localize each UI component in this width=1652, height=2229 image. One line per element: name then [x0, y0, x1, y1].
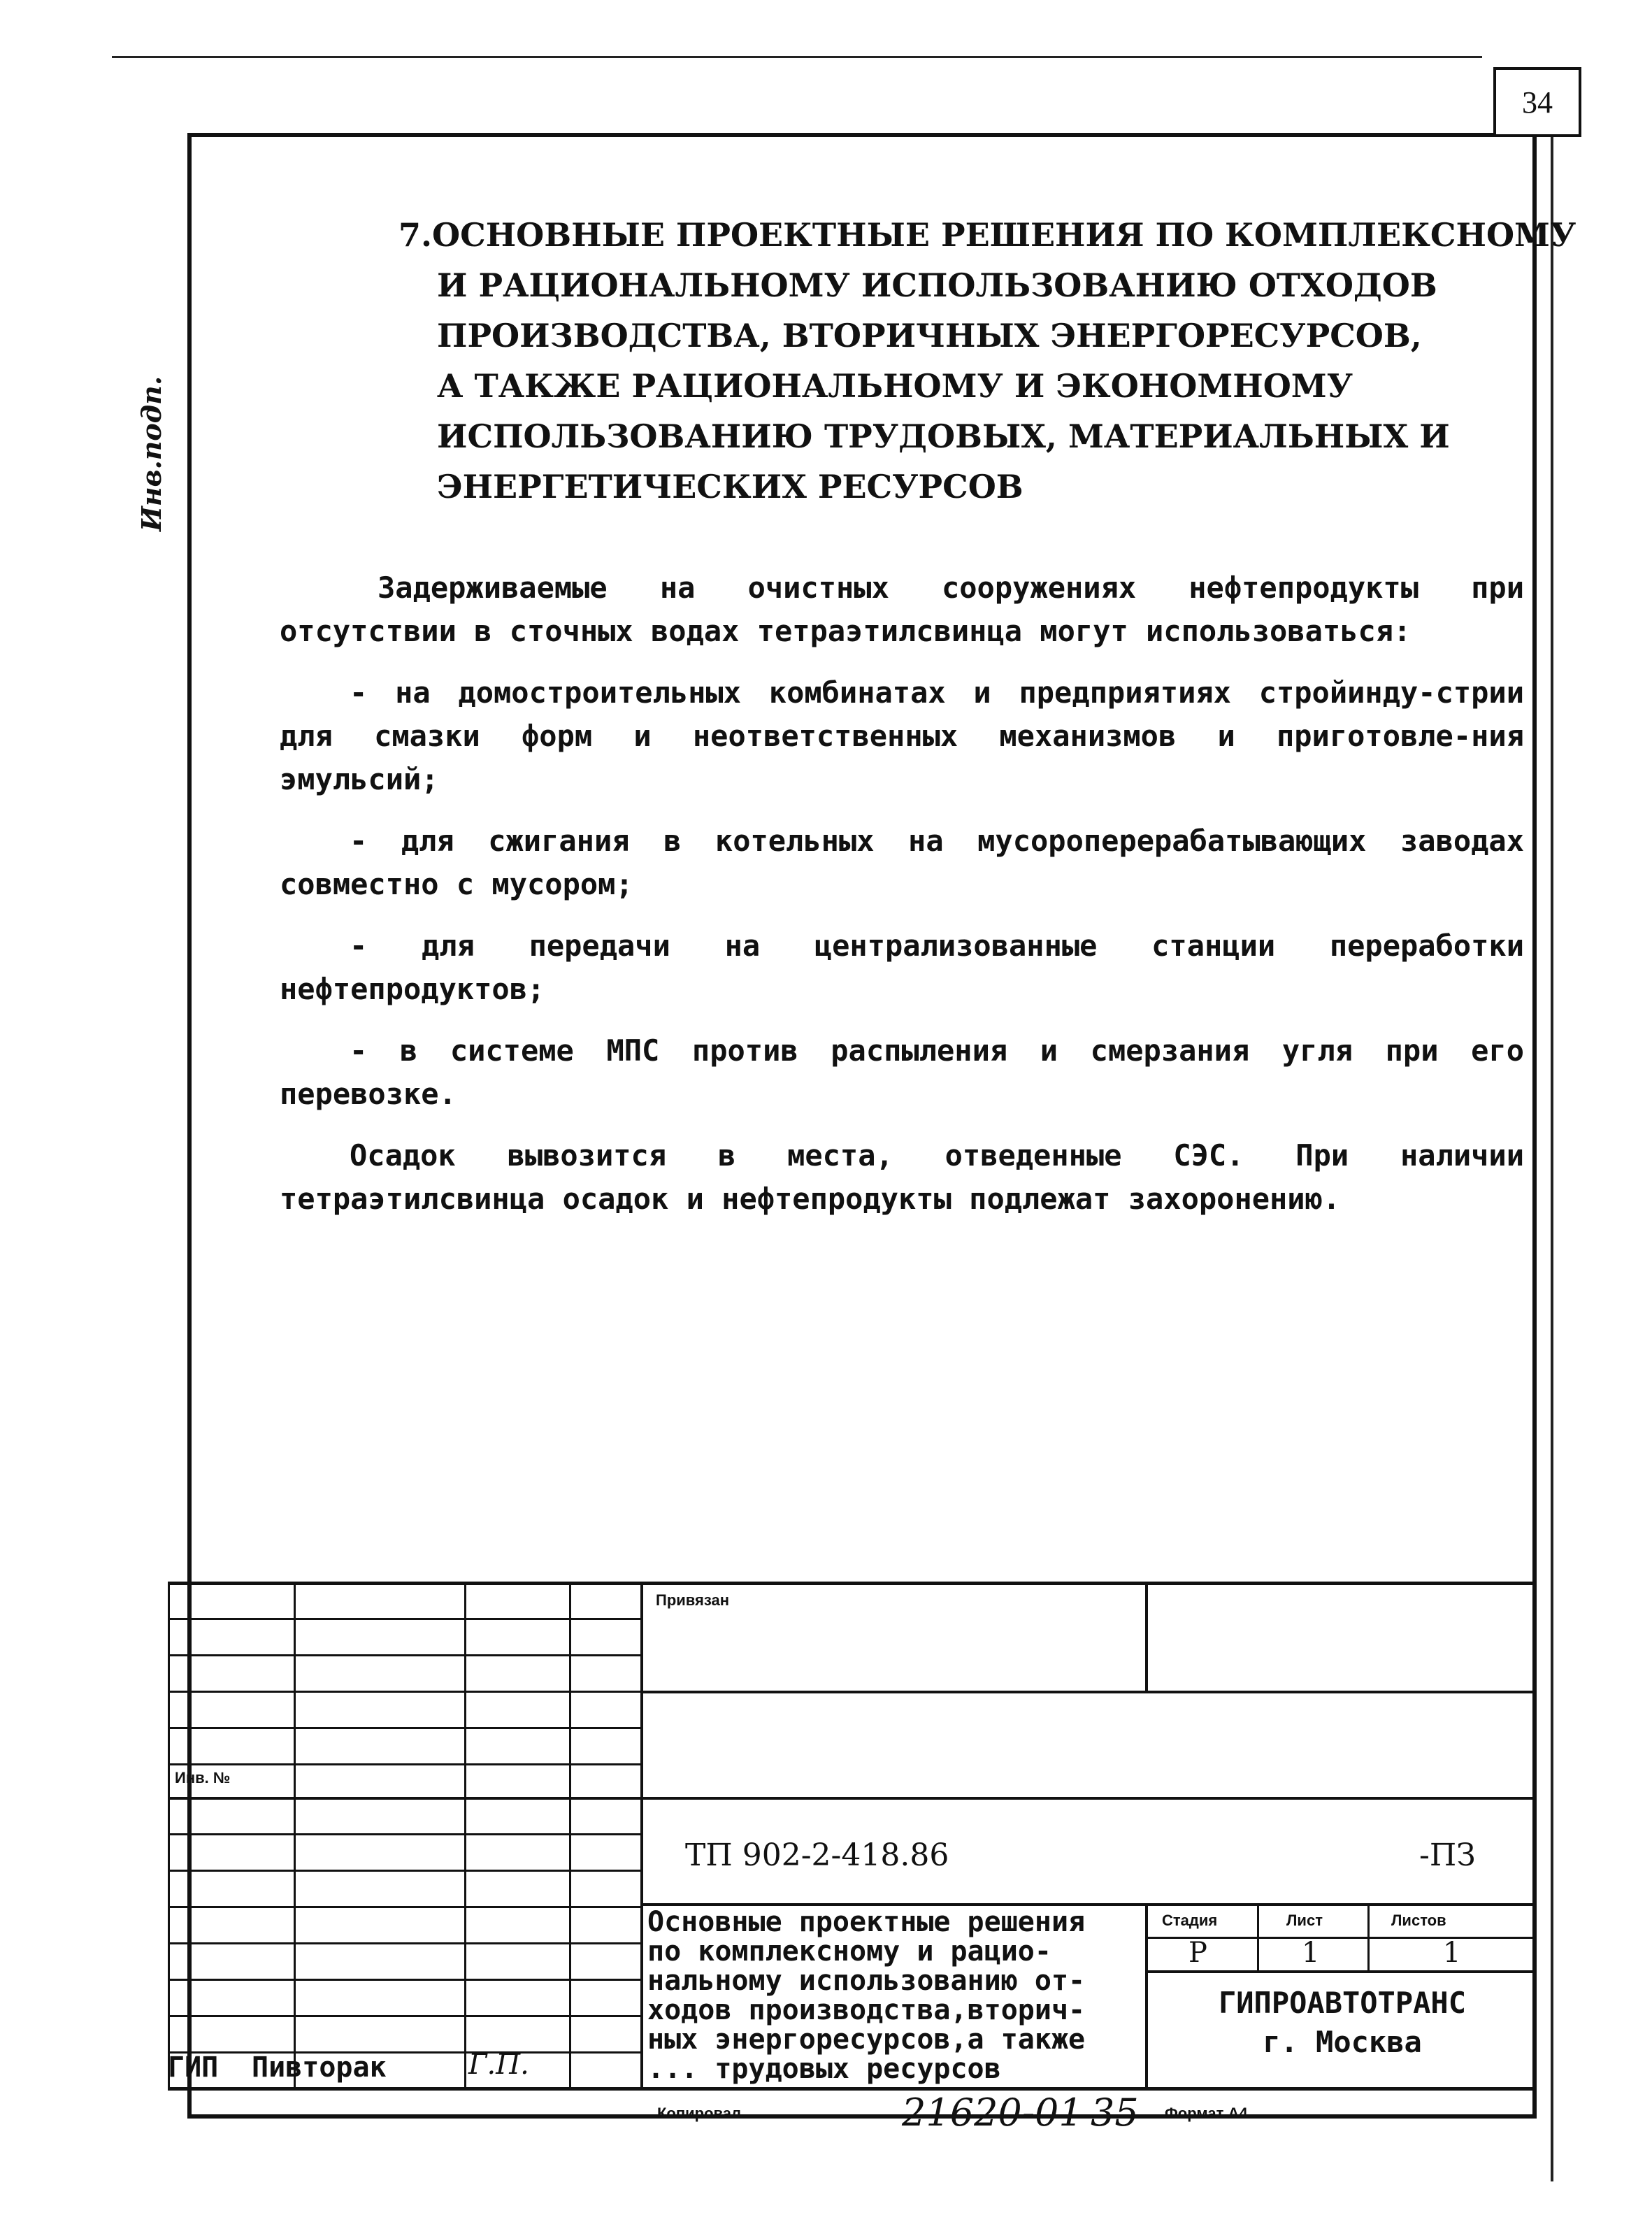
- description-line-3: нальному использованию от-: [647, 1965, 1086, 1997]
- heading-line-6: ЭНЕРГЕТИЧЕСКИХ РЕСУРСОВ: [437, 468, 1023, 506]
- paragraph-item-3: - для передачи на централизованные станции переработки нефтепродуктов;: [280, 929, 1524, 1006]
- tb-hline-code-top: [642, 1797, 1537, 1800]
- tb-left-hline-2: [168, 1654, 642, 1656]
- tb-left-hline-6: [168, 1797, 642, 1800]
- footer-sheet-number: 35: [1091, 2091, 1139, 2135]
- gip-role: ГИП: [168, 2051, 219, 2084]
- margin-signature: [105, 329, 189, 538]
- tb-left-vline-0: [168, 1582, 170, 2091]
- paragraph-closing: Осадок вывозится в места, отведенные СЭС. При наличии тетраэтилсвинца осадок и нефтепродукты подлежат захоронению.: [280, 1138, 1524, 1216]
- tb-left-hline-13: [168, 2051, 642, 2054]
- tb-desc-divider: [1145, 1903, 1148, 2089]
- tb-left-hline-12: [168, 2015, 642, 2017]
- tb-left-hline-10: [168, 1942, 642, 1944]
- description: [647, 1907, 1085, 2084]
- tb-left-hline-4: [168, 1727, 642, 1729]
- heading-line-2: И РАЦИОНАЛЬНОМУ ИСПОЛЬЗОВАНИЮ ОТХОДОВ: [437, 266, 1437, 304]
- tb-top-line: [168, 1582, 1537, 1585]
- heading-line-5: ИСПОЛЬЗОВАНИЮ ТРУДОВЫХ, МАТЕРИАЛЬНЫХ И: [437, 417, 1450, 455]
- sheet-value: 1: [1302, 1937, 1320, 1969]
- copied-label: Копировал: [657, 2105, 742, 2122]
- tb-left-vline-2: [464, 1582, 466, 2091]
- tb-left-hline-1: [168, 1618, 642, 1620]
- format-label: Формат А4: [1165, 2105, 1248, 2122]
- gip-name: Пивторак: [252, 2051, 387, 2084]
- inv-label: Инв. №: [175, 1769, 231, 1786]
- paragraph-item-1: - на домостроительных комбинатах и предприятиях стройинду-стрии для смазки форм и неответственных механизмов и приготовле-ния эмульсий;: [280, 675, 1524, 796]
- tb-left-hline-8: [168, 1870, 642, 1872]
- doc-code: ТП 902-2-418.86: [685, 1837, 949, 1873]
- section-heading: [398, 210, 1576, 512]
- sheets-value: 1: [1443, 1937, 1461, 1969]
- organization-city: г. Москва: [1263, 2025, 1422, 2059]
- tb-privyazan-divider: [1145, 1582, 1148, 1692]
- doc-suffix: -ПЗ: [1419, 1837, 1476, 1873]
- paragraph-item-4: - в системе МПС против распыления и смерзания угля при его перевозке.: [280, 1033, 1524, 1111]
- tb-left-vline-1: [294, 1582, 296, 2091]
- tb-left-hline-3: [168, 1691, 642, 1693]
- paragraph-intro: Задерживаемые на очистных сооружениях нефтепродукты при отсутствии в сточных водах тетраэтилсвинца могут использоваться:: [280, 571, 1524, 648]
- tb-hline-privyazan: [642, 1691, 1537, 1693]
- page-number: 34: [1493, 67, 1581, 137]
- tb-left-vline-3: [569, 1582, 571, 2091]
- heading-line-3: ПРОИЗВОДСТВА, ВТОРИЧНЫХ ЭНЕРГОРЕСУРСОВ,: [437, 317, 1422, 354]
- sheets-label: Листов: [1391, 1912, 1446, 1929]
- tb-left-vline-4: [640, 1582, 643, 2091]
- tb-left-hline-11: [168, 1979, 642, 1981]
- right-margin-rule: [1551, 133, 1553, 2181]
- tb-left-hline-9: [168, 1906, 642, 1908]
- tb-bottom-line: [168, 2087, 1537, 2091]
- tb-stage-hline-2: [1147, 1970, 1537, 1973]
- body-text: [280, 566, 1524, 1239]
- organization-name: ГИПРОАВТОТРАНС: [1218, 1986, 1466, 2020]
- paragraph-item-2: - для сжигания в котельных на мусороперерабатывающих заводах совместно с мусором;: [280, 824, 1524, 901]
- inventory-number: 21620-01: [902, 2091, 1083, 2135]
- stage-label: Стадия: [1162, 1912, 1218, 1929]
- privyazan-label: Привязан: [656, 1591, 730, 1609]
- description-line-4: ходов производства,вторич-: [647, 1994, 1086, 2026]
- description-line-1: Основные проектные решения: [647, 1906, 1086, 1938]
- tb-stage-vline-2: [1367, 1903, 1370, 1972]
- description-line-2: по комплексному и рацио-: [647, 1935, 1051, 1968]
- top-rule: [112, 56, 1482, 58]
- heading-line-1: 7.ОСНОВНЫЕ ПРОЕКТНЫЕ РЕШЕНИЯ ПО КОМПЛЕКСНОМУ: [398, 216, 1576, 254]
- sheet-label: Лист: [1286, 1912, 1323, 1929]
- stage-value: Р: [1188, 1937, 1207, 1969]
- description-line-6: ... трудовых ресурсов: [647, 2053, 1001, 2085]
- gip-signature: Г.П.: [468, 2049, 529, 2081]
- tb-left-hline-7: [168, 1833, 642, 1835]
- tb-stage-vline-1: [1257, 1903, 1259, 1972]
- description-line-5: ных энергоресурсов,а также: [647, 2023, 1086, 2056]
- margin-signature-text: Инв.подп.: [136, 375, 167, 531]
- tb-left-hline-5: [168, 1763, 642, 1765]
- heading-line-4: А ТАКЖЕ РАЦИОНАЛЬНОМУ И ЭКОНОМНОМУ: [437, 367, 1353, 405]
